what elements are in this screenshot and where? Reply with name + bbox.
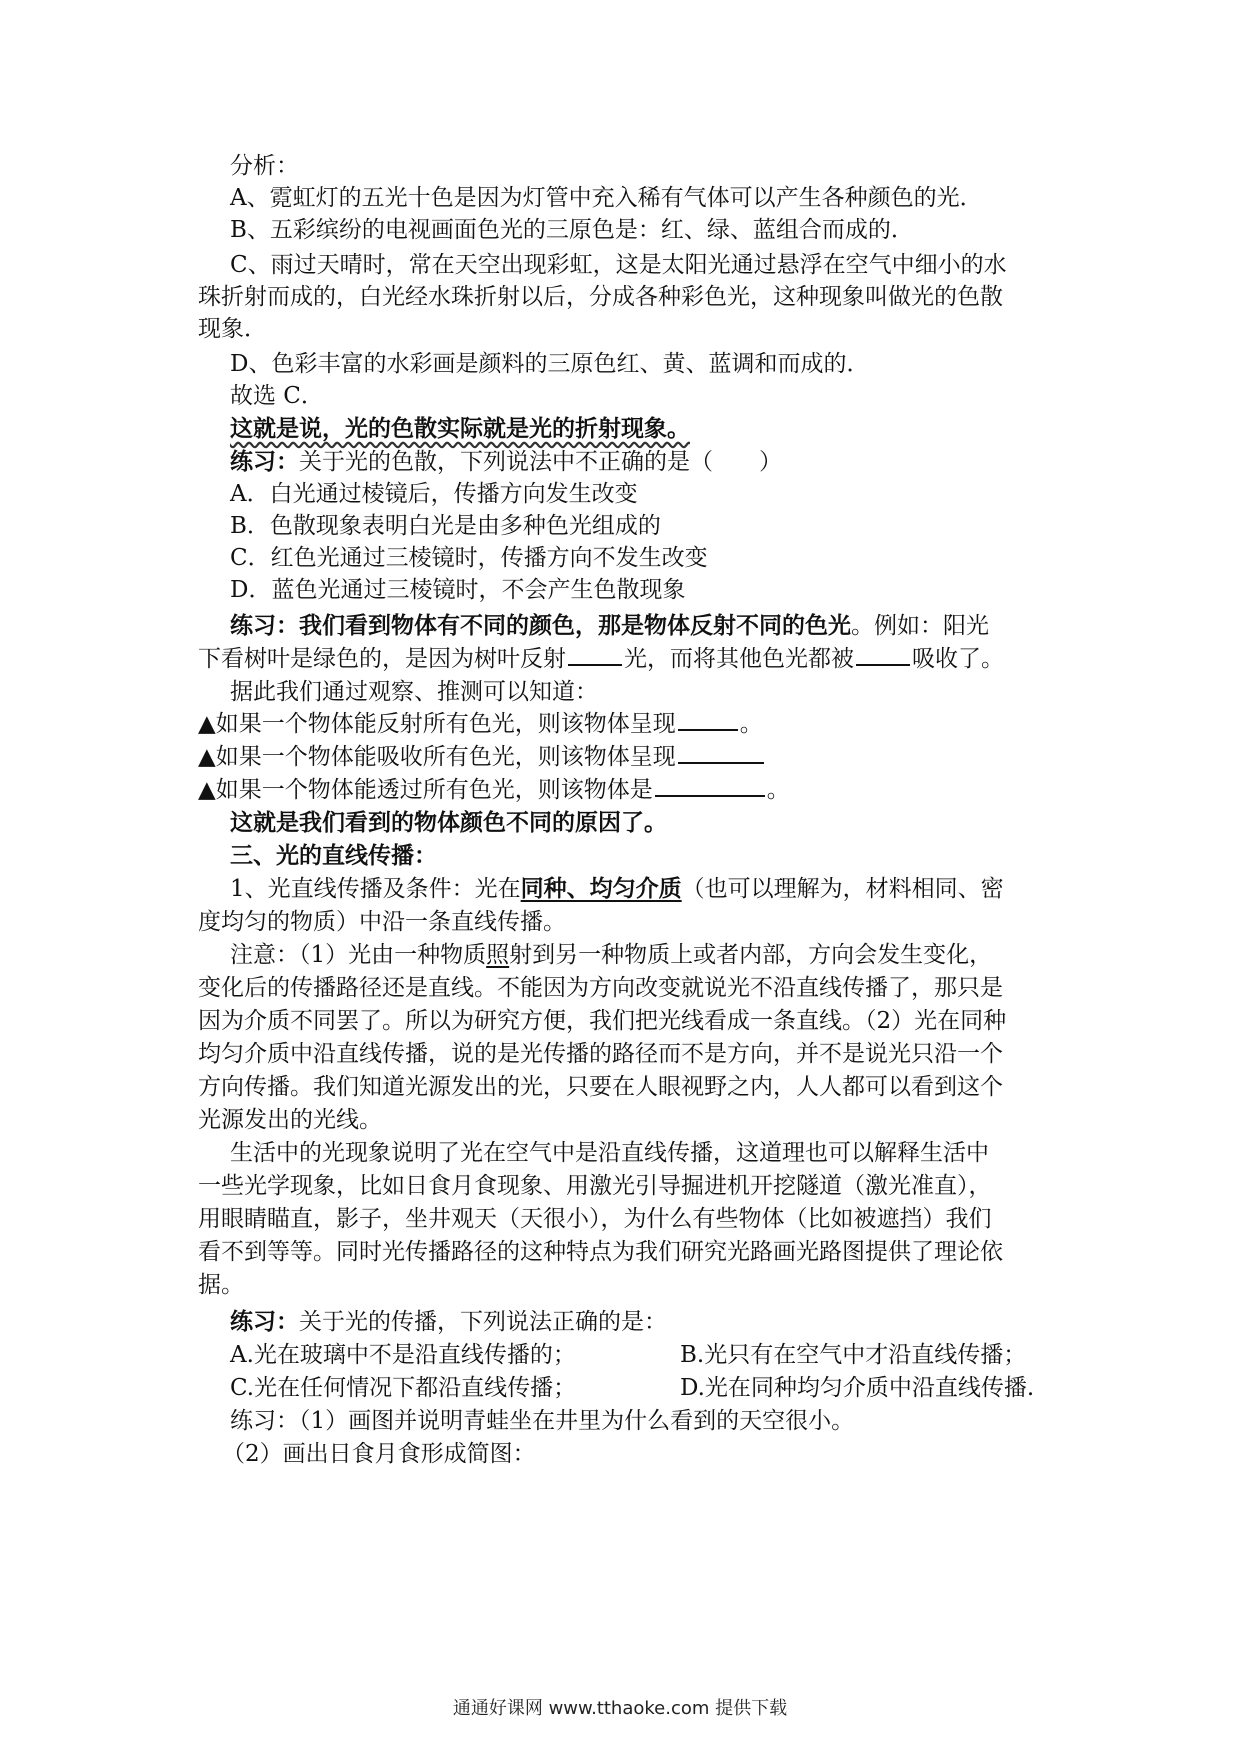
option-a: A.光在玻璃中不是沿直线传播的； (230, 1342, 576, 1368)
para-text: 1、光直线传播及条件：光在 (230, 876, 521, 902)
exercise3-question (230, 1306, 1070, 1338)
triangle-text: ▲如果一个物体能吸收所有色光，则该物体呈现 (198, 744, 676, 770)
analysis-option-c-line3: 现象． (198, 316, 267, 342)
exercise2-bold-text: 练习：我们看到物体有不同的颜色，那是物体反射不同的色光 (230, 612, 851, 639)
key-term: 同种、均匀介质 (520, 875, 682, 902)
exercise-question-text: 关于光的传播，下列说法正确的是： (299, 1309, 667, 1335)
exercise1-option-c: C．红色光通过三棱镜时，传播方向不发生改变 (230, 545, 708, 571)
analysis-option-b: B、五彩缤纷的电视画面色光的三原色是：红、绿、蓝组合而成的． (230, 217, 914, 243)
underlined-char: 照 (486, 942, 510, 968)
section3-note-line6: 光源发出的光线。 (198, 1107, 382, 1133)
answer-blank[interactable] (856, 644, 910, 666)
analysis-heading: 分析： (230, 153, 299, 179)
answer-blank[interactable] (678, 742, 764, 764)
exercise2-rest-text: 。例如：阳光 (851, 613, 989, 639)
exercise2-triangle-1 (198, 708, 1038, 740)
exercise3-options-row1 (230, 1339, 1070, 1371)
exercise1-question (230, 446, 1070, 478)
exercise2-text-a: 下看树叶是绿色的，是因为树叶反射 (198, 646, 566, 672)
exercise-question-text: 关于光的色散，下列说法中不正确的是（ ） (299, 449, 782, 475)
section3-note-line2: 变化后的传播路径还是直线。不能因为方向改变就说光不沿直线传播了，那只是 (198, 975, 1003, 1001)
section3-note-line3: 因为介质不同罢了。所以为研究方便，我们把光线看成一条直线。（2）光在同种 (198, 1008, 1007, 1034)
analysis-option-d: D、色彩丰富的水彩画是颜料的三原色红、黄、蓝调和而成的． (230, 351, 870, 377)
analysis-option-a: A、霓虹灯的五光十色是因为灯管中充入稀有气体可以产生各种颜色的光． (230, 185, 983, 211)
exercise-label: 练习： (230, 1308, 299, 1335)
triangle-end: 。 (766, 777, 790, 803)
answer-blank[interactable] (655, 775, 765, 797)
conclusion-text: 这就是说，光的色散实际就是光的折射现象。 (230, 415, 690, 442)
exercise2-triangle-2 (198, 741, 1038, 773)
analysis-conclusion (230, 413, 1070, 445)
exercise2-text-b: 光，而将其他色光都被 (624, 646, 854, 672)
para-text: （也可以理解为，材料相同、密 (681, 876, 1004, 902)
section3-life-line3: 用眼睛瞄直，影子，坐井观天（天很小），为什么有些物体（比如被遮挡）我们 (198, 1206, 992, 1232)
option-d: D.光在同种均匀介质中沿直线传播. (680, 1375, 1035, 1401)
exercise1-option-b: B．色散现象表明白光是由多种色光组成的 (230, 513, 661, 539)
exercise4-line1: 练习：（1）画图并说明青蛙坐在井里为什么看到的天空很小。 (230, 1408, 855, 1434)
exercise2-triangle-3 (198, 774, 1038, 806)
section3-life-line1: 生活中的光现象说明了光在空气中是沿直线传播，这道理也可以解释生活中 (230, 1140, 989, 1166)
answer-blank[interactable] (568, 644, 622, 666)
analysis-option-c-line1: C、雨过天晴时，常在天空出现彩虹，这是太阳光通过悬浮在空气中细小的水 (230, 252, 1007, 278)
exercise3-options-row2 (230, 1372, 1070, 1404)
exercise2-intro: 据此我们通过观察、推测可以知道： (230, 679, 598, 705)
section3-note-line5: 方向传播。我们知道光源发出的光，只要在人眼视野之内，人人都可以看到这个 (198, 1074, 1003, 1100)
triangle-text: ▲如果一个物体能透过所有色光，则该物体是 (198, 777, 653, 803)
exercise2-line2 (198, 643, 1038, 675)
triangle-text: ▲如果一个物体能反射所有色光，则该物体呈现 (198, 711, 676, 737)
option-c: C.光在任何情况下都沿直线传播； (230, 1375, 577, 1401)
footer-watermark: 通通好课网 www.tthaoke.com 提供下载 (452, 1698, 788, 1719)
triangle-end: 。 (739, 711, 763, 737)
exercise2-text-c: 吸收了。 (912, 646, 1004, 672)
section3-title: 三、光的直线传播： (230, 842, 437, 869)
exercise1-option-a: A．白光通过棱镜后，传播方向发生改变 (230, 481, 638, 507)
exercise2-conclusion: 这就是我们看到的物体颜色不同的原因了。 (230, 809, 667, 836)
section3-life-line5: 据。 (198, 1272, 244, 1298)
analysis-answer: 故选 C． (230, 383, 324, 409)
option-b: B.光只有在空气中才沿直线传播； (680, 1342, 1027, 1368)
exercise1-option-d: D．蓝色光通过三棱镜时，不会产生色散现象 (230, 577, 686, 603)
exercise4-line2: （2）画出日食月食形成简图： (222, 1441, 536, 1467)
section3-note-line1 (230, 939, 1070, 971)
exercise2-statement (230, 610, 1070, 642)
answer-blank[interactable] (678, 709, 738, 731)
section3-note-line4: 均匀介质中沿直线传播，说的是光传播的路径而不是方向，并不是说光只沿一个 (198, 1041, 1003, 1067)
section3-life-line2: 一些光学现象，比如日食月食现象、用激光引导掘进机开挖隧道（激光准直）， (198, 1173, 992, 1199)
para-text: 注意：（1）光由一种物质 (230, 942, 487, 968)
exercise-label: 练习： (230, 448, 299, 475)
section3-life-line4: 看不到等等。同时光传播路径的这种特点为我们研究光路画光路图提供了理论依 (198, 1239, 1003, 1265)
section3-para1-line1 (230, 873, 1070, 905)
section3-para1-line2: 度均匀的物质）中沿一条直线传播。 (198, 909, 566, 935)
analysis-option-c-line2: 珠折射而成的，白光经水珠折射以后，分成各种彩色光，这种现象叫做光的色散 (198, 284, 1003, 310)
para-text: 射到另一种物质上或者内部，方向会发生变化， (509, 942, 993, 968)
